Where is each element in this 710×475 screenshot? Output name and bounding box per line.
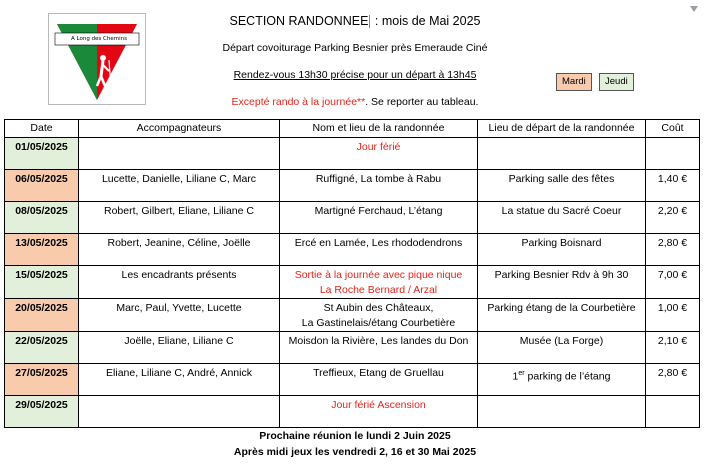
row-start-text: parking de l’étang xyxy=(524,370,611,383)
row-guides: Robert, Gilbert, Eliane, Liliane C xyxy=(79,202,280,234)
row-cost xyxy=(646,138,700,170)
page-title xyxy=(0,14,710,28)
row-start-number: 1 xyxy=(512,370,519,383)
header-start-place: Lieu de départ de la randonnée xyxy=(478,120,646,138)
row-start: Parking salle des fêtes xyxy=(478,170,646,202)
games-note: Après midi jeux les vendredi 2, 16 et 30 Mai 2025 xyxy=(233,446,477,458)
row-cost: 2,80 € xyxy=(646,234,700,266)
row-hike-name xyxy=(280,266,478,299)
row-cost: 1,40 € xyxy=(646,170,700,202)
row-hike-name-line1: St Aubin des Châteaux, xyxy=(323,302,434,314)
row-hike-name: Ercé en Lamée, Les rhododendrons xyxy=(280,234,478,266)
row-hike-name: Treffieux, Etang de Gruellau xyxy=(280,364,478,396)
table-row xyxy=(5,266,700,299)
meeting-info: Rendez-vous 13h30 précise pour un départ à 13h45 xyxy=(233,69,477,81)
exception-text: Excepté rando à la journée** xyxy=(231,96,366,108)
row-hike-name: Jour férié xyxy=(280,138,478,170)
row-guides xyxy=(79,138,280,170)
table-row xyxy=(5,138,700,170)
header-cost: Coût xyxy=(646,120,700,138)
legend-jeudi: Jeudi xyxy=(599,73,634,91)
row-guides: Joëlle, Eliane, Liliane C xyxy=(79,332,280,364)
header-guides: Accompagnateurs xyxy=(79,120,280,138)
row-cost xyxy=(646,396,700,428)
row-hike-name: Moisdon la Rivière, Les landes du Don xyxy=(280,332,478,364)
schedule-table xyxy=(4,119,700,428)
row-hike-name: Jour férié Ascension xyxy=(280,396,478,428)
row-start: Parking Besnier Rdv à 9h 30 xyxy=(478,266,646,299)
row-guides: Robert, Jeanine, Céline, Joëlle xyxy=(79,234,280,266)
row-guides: Eliane, Liliane C, André, Annick xyxy=(79,364,280,396)
table-row xyxy=(5,202,700,234)
table-row xyxy=(5,396,700,428)
header-hike-name: Nom et lieu de la randonnée xyxy=(280,120,478,138)
row-guides: Les encadrants présents xyxy=(79,266,280,299)
row-date: 22/05/2025 xyxy=(5,332,79,364)
row-date: 01/05/2025 xyxy=(5,138,79,170)
row-start: Parking Boisnard xyxy=(478,234,646,266)
row-start: Musée (La Forge) xyxy=(478,332,646,364)
row-hike-name: Ruffigné, La tombe à Rabu xyxy=(280,170,478,202)
row-cost: 1,00 € xyxy=(646,299,700,332)
row-start: Parking étang de la Courbetière xyxy=(478,299,646,332)
row-start xyxy=(478,396,646,428)
row-guides: Marc, Paul, Yvette, Lucette xyxy=(79,299,280,332)
row-cost: 7,00 € xyxy=(646,266,700,299)
row-date: 13/05/2025 xyxy=(5,234,79,266)
table-row xyxy=(5,299,700,332)
departure-info: Départ covoiturage Parking Besnier près Emeraude Ciné xyxy=(222,42,488,54)
legend-mardi: Mardi xyxy=(556,73,592,91)
row-start xyxy=(478,364,646,396)
row-date: 08/05/2025 xyxy=(5,202,79,234)
row-hike-name-line1: Sortie à la journée avec pique nique xyxy=(294,269,463,281)
row-guides: Lucette, Danielle, Liliane C, Marc xyxy=(79,170,280,202)
row-hike-name-line2: La Roche Bernard / Arzal xyxy=(319,284,438,296)
row-start-ordinal: er xyxy=(518,370,525,377)
header-date: Date xyxy=(5,120,79,138)
title-month: : mois de Mai 2025 xyxy=(371,14,481,28)
exception-info xyxy=(0,96,710,108)
row-start xyxy=(478,138,646,170)
collapse-handle-icon[interactable] xyxy=(690,6,698,12)
row-cost: 2,10 € xyxy=(646,332,700,364)
table-row xyxy=(5,234,700,266)
row-cost: 2,80 € xyxy=(646,364,700,396)
row-guides xyxy=(79,396,280,428)
table-row xyxy=(5,364,700,396)
exception-suffix: . Se reporter au tableau. xyxy=(365,96,479,108)
row-cost: 2,20 € xyxy=(646,202,700,234)
row-hike-name-line2: La Gastinelais/étang Courbetière xyxy=(301,317,456,329)
table-row xyxy=(5,170,700,202)
row-date: 27/05/2025 xyxy=(5,364,79,396)
logo-text: A Long des Chemins xyxy=(70,36,127,42)
title-main: SECTION RANDONNEE xyxy=(229,14,369,28)
table-row xyxy=(5,332,700,364)
table-header-row xyxy=(5,120,700,138)
next-meeting-note: Prochaine réunion le lundi 2 Juin 2025 xyxy=(259,430,451,442)
row-hike-name xyxy=(280,299,478,332)
row-hike-name: Martigné Ferchaud, L’étang xyxy=(280,202,478,234)
row-start: La statue du Sacré Coeur xyxy=(478,202,646,234)
row-date: 06/05/2025 xyxy=(5,170,79,202)
row-date: 15/05/2025 xyxy=(5,266,79,299)
row-date: 20/05/2025 xyxy=(5,299,79,332)
row-date: 29/05/2025 xyxy=(5,396,79,428)
